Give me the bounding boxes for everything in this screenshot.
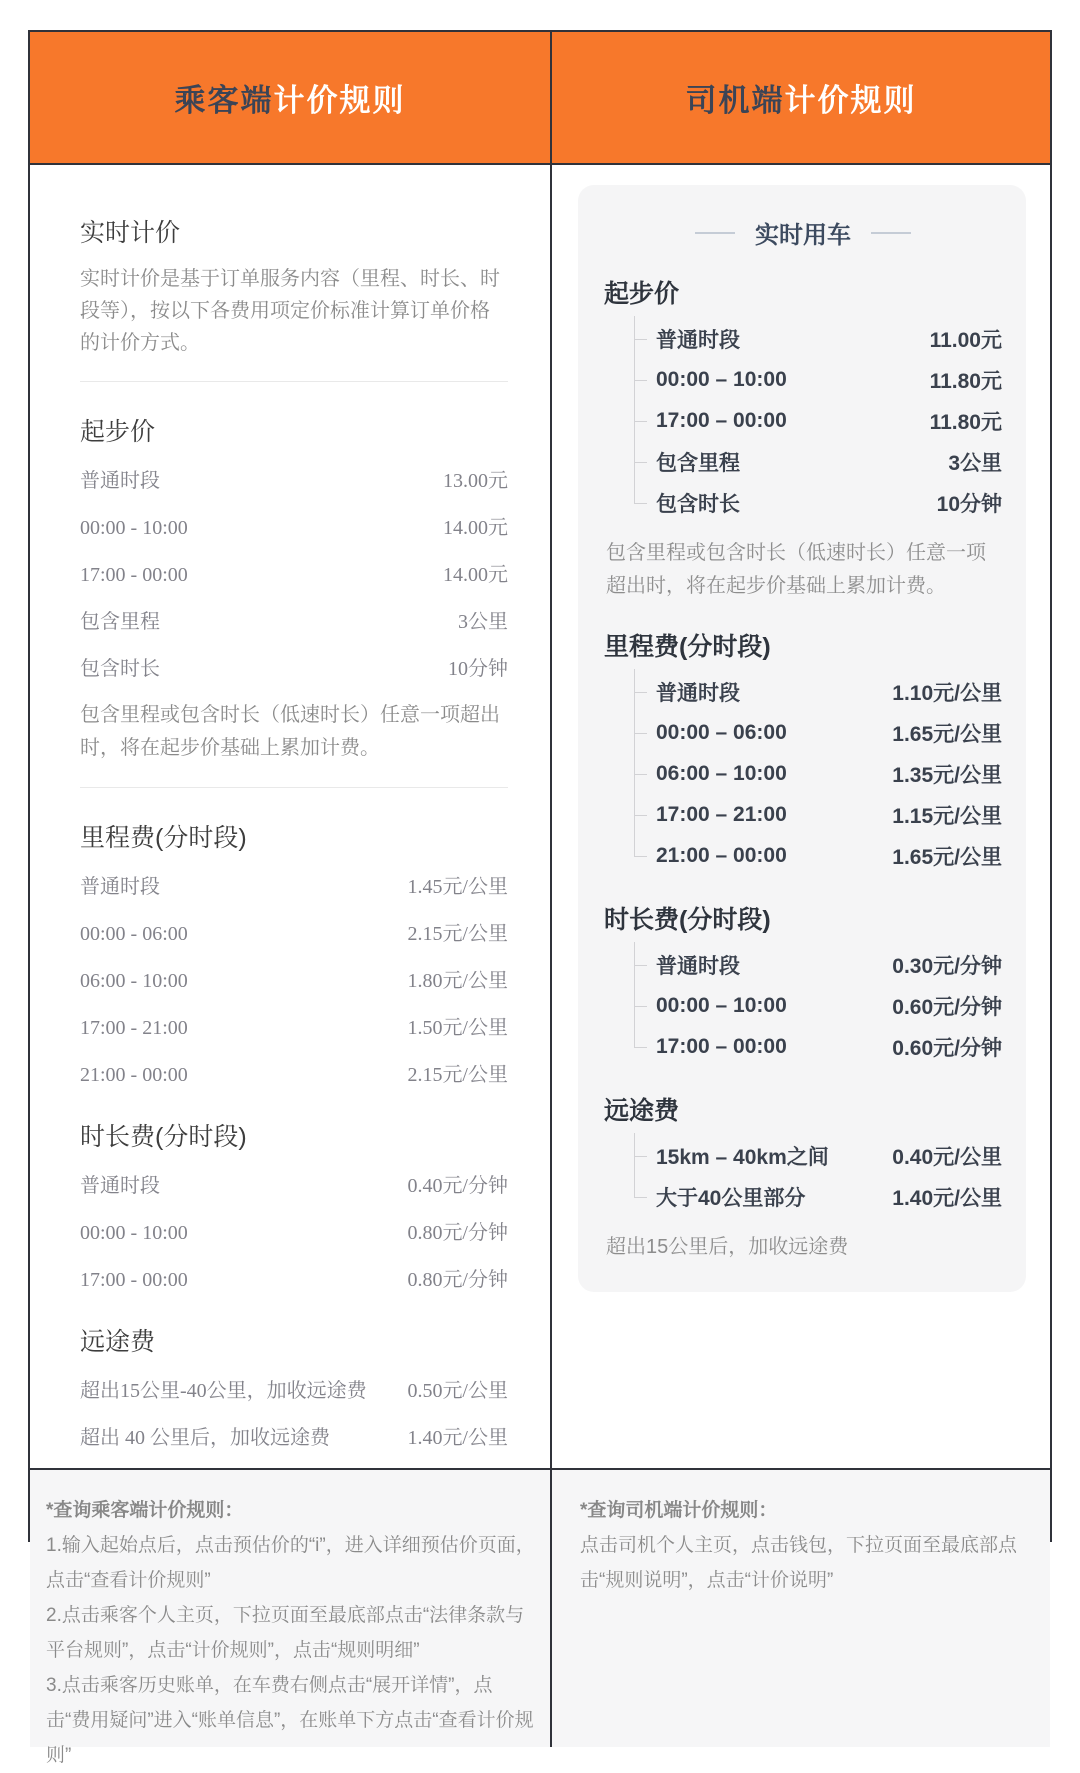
fare-value: 1.40元/公里 — [407, 1427, 508, 1449]
fare-row — [634, 359, 1002, 400]
fare-label: 普通时段 — [656, 328, 740, 352]
fare-rows — [80, 1374, 508, 1450]
driver-section-mileage-fee — [604, 627, 1002, 876]
realtime-pricing-description: 实时计价是基于订单服务内容（里程、时长、时段等），按以下各费用项定价标准计算订单价格的计价方式。 — [80, 268, 500, 354]
passenger-footer — [30, 1470, 552, 1766]
fare-label: 06:00 – 10:00 — [656, 761, 787, 785]
passenger-footer-heading: *查询乘客端计价规则： — [46, 1500, 244, 1521]
section-title: 里程费(分时段) — [80, 824, 247, 852]
fare-value: 1.50元/公里 — [407, 1017, 508, 1039]
fare-row — [80, 870, 508, 899]
fare-label: 17:00 - 21:00 — [80, 1017, 188, 1039]
fare-value: 0.30元/分钟 — [892, 954, 1002, 978]
section-divider — [80, 381, 508, 382]
driver-title — [686, 75, 917, 120]
fare-value: 3公里 — [458, 611, 508, 633]
fare-value: 1.65元/公里 — [892, 845, 1002, 869]
fare-label: 普通时段 — [656, 954, 740, 978]
fare-label: 17:00 – 21:00 — [656, 802, 787, 826]
fare-value: 10分钟 — [936, 492, 1002, 516]
fare-row — [634, 712, 1002, 753]
fare-row — [80, 1216, 508, 1245]
fare-row — [634, 318, 1002, 359]
fare-row — [634, 1026, 1002, 1067]
fare-label: 超出15公里-40公里，加收远途费 — [80, 1380, 367, 1402]
fare-label: 00:00 - 10:00 — [80, 517, 188, 539]
passenger-footer-step: 2.点击乘客个人主页，下拉页面至最底部点击“法律条款与平台规则”，点击“计价规则”，点击“规则明细” — [46, 1605, 525, 1661]
base-fare-note: 包含里程或包含时长（低速时长）任意一项超出时，将在起步价基础上累加计费。 — [80, 704, 500, 759]
fare-row — [80, 1058, 508, 1087]
fare-value: 0.40元/分钟 — [407, 1175, 508, 1197]
passenger-section-mileage-fee — [80, 818, 508, 1087]
fare-rows-tree — [634, 318, 1002, 523]
fare-label: 大于40公里部分 — [656, 1186, 806, 1210]
fare-value: 2.15元/公里 — [407, 923, 508, 945]
passenger-column — [30, 165, 552, 1468]
fare-row — [634, 671, 1002, 712]
driver-section-duration-fee — [604, 900, 1002, 1067]
footer-row — [30, 1468, 1050, 1766]
title-dash-left — [695, 232, 735, 234]
section-divider — [80, 787, 508, 788]
fare-label: 普通时段 — [80, 470, 160, 492]
fare-label: 包含时长 — [656, 492, 740, 516]
fare-label: 普通时段 — [656, 681, 740, 705]
main-row — [30, 165, 1050, 1468]
fare-row — [80, 605, 508, 634]
fare-value: 2.15元/公里 — [407, 1064, 508, 1086]
driver-column — [552, 165, 1050, 1468]
fare-label: 普通时段 — [80, 1175, 160, 1197]
fare-label: 06:00 - 10:00 — [80, 970, 188, 992]
fare-value: 11.80元 — [929, 369, 1002, 393]
fare-value: 10分钟 — [448, 658, 508, 680]
fare-row — [80, 511, 508, 540]
fare-row — [80, 1169, 508, 1198]
fare-row — [634, 1135, 1002, 1176]
fare-label: 21:00 - 00:00 — [80, 1064, 188, 1086]
fare-rows — [80, 464, 508, 681]
fare-value: 3公里 — [948, 451, 1002, 475]
fare-label: 包含里程 — [656, 451, 740, 475]
fare-row — [80, 1011, 508, 1040]
fare-value: 1.35元/公里 — [892, 763, 1002, 787]
passenger-title-prefix: 乘客端 — [174, 83, 274, 118]
fare-value: 14.00元 — [443, 564, 508, 586]
passenger-header-cell — [30, 32, 552, 163]
passenger-section-duration-fee — [80, 1117, 508, 1292]
header-row — [30, 32, 1050, 165]
driver-title-suffix: 计价规则 — [784, 83, 917, 118]
base-fare-note: 包含里程或包含时长（低速时长）任意一项超出时，将在起步价基础上累加计费。 — [606, 542, 986, 597]
fare-value: 0.80元/分钟 — [407, 1269, 508, 1291]
pricing-rules-sheet — [28, 30, 1052, 1766]
title-dash-right — [871, 232, 911, 234]
fare-label: 00:00 – 10:00 — [656, 367, 787, 391]
realtime-pricing-heading: 实时计价 — [80, 219, 181, 247]
long-distance-note: 超出15公里后，加收远途费 — [606, 1236, 849, 1258]
fare-value: 1.40元/公里 — [892, 1186, 1002, 1210]
fare-row — [80, 917, 508, 946]
fare-rows-tree — [634, 1135, 1002, 1217]
section-title: 里程费(分时段) — [604, 633, 771, 661]
fare-row — [80, 652, 508, 681]
fare-value: 13.00元 — [443, 470, 508, 492]
fare-label: 17:00 - 00:00 — [80, 564, 188, 586]
fare-value: 1.10元/公里 — [892, 681, 1002, 705]
fare-value: 1.80元/公里 — [407, 970, 508, 992]
passenger-section-long-distance-fee — [80, 1322, 508, 1450]
fare-label: 00:00 – 10:00 — [656, 993, 787, 1017]
driver-section-base-fare — [604, 274, 1002, 603]
fare-label: 包含里程 — [80, 611, 160, 633]
section-title: 起步价 — [604, 280, 680, 308]
fare-rows — [80, 1169, 508, 1292]
fare-label: 超出 40 公里后，加收远途费 — [80, 1427, 330, 1449]
fare-row — [634, 482, 1002, 523]
fare-row — [634, 400, 1002, 441]
fare-value: 11.80元 — [929, 410, 1002, 434]
fare-value: 0.50元/公里 — [407, 1380, 508, 1402]
fare-value: 0.60元/分钟 — [892, 995, 1002, 1019]
fare-row — [80, 1374, 508, 1403]
passenger-section-base-fare — [80, 412, 508, 788]
fare-row — [634, 753, 1002, 794]
card-title: 实时用车 — [755, 222, 851, 249]
fare-label: 00:00 - 10:00 — [80, 1222, 188, 1244]
fare-value: 1.65元/公里 — [892, 722, 1002, 746]
fare-row — [80, 464, 508, 493]
fare-value: 0.80元/分钟 — [407, 1222, 508, 1244]
driver-footer-heading: *查询司机端计价规则： — [580, 1500, 778, 1521]
fare-label: 普通时段 — [80, 876, 160, 898]
passenger-title — [175, 75, 406, 120]
driver-header-cell — [552, 32, 1050, 163]
driver-title-prefix: 司机端 — [685, 83, 785, 118]
driver-footer — [552, 1470, 1050, 1747]
fare-row — [634, 944, 1002, 985]
fare-value: 0.40元/公里 — [892, 1145, 1002, 1169]
passenger-footer-step: 1.输入起始点后，点击预估价的“i”，进入详细预估价页面，点击“查看计价规则” — [46, 1535, 535, 1591]
section-title: 远途费 — [604, 1097, 680, 1125]
driver-footer-step: 点击司机个人主页，点击钱包，下拉页面至最底部点击“规则说明”，点击“计价说明” — [580, 1535, 1018, 1591]
fare-label: 包含时长 — [80, 658, 160, 680]
fare-label: 17:00 - 00:00 — [80, 1269, 188, 1291]
fare-row — [80, 558, 508, 587]
section-title: 起步价 — [80, 418, 156, 446]
fare-value: 1.15元/公里 — [892, 804, 1002, 828]
fare-row — [634, 794, 1002, 835]
fare-row — [80, 1263, 508, 1292]
fare-label: 00:00 – 06:00 — [656, 720, 787, 744]
fare-value: 1.45元/公里 — [407, 876, 508, 898]
fare-label: 15km – 40km之间 — [656, 1145, 829, 1169]
card-title-row — [604, 215, 1002, 250]
passenger-title-suffix: 计价规则 — [273, 83, 406, 118]
fare-label: 17:00 – 00:00 — [656, 1034, 787, 1058]
driver-section-long-distance-fee — [604, 1091, 1002, 1264]
fare-row — [634, 985, 1002, 1026]
fare-label: 17:00 – 00:00 — [656, 408, 787, 432]
fare-rows-tree — [634, 944, 1002, 1067]
fare-row — [80, 1421, 508, 1450]
fare-value: 11.00元 — [929, 328, 1002, 352]
fare-row — [634, 1176, 1002, 1217]
fare-row — [634, 441, 1002, 482]
fare-label: 00:00 - 06:00 — [80, 923, 188, 945]
fare-row — [80, 964, 508, 993]
fare-value: 14.00元 — [443, 517, 508, 539]
section-title: 时长费(分时段) — [604, 906, 771, 934]
fare-rows-tree — [634, 671, 1002, 876]
fare-row — [634, 835, 1002, 876]
realtime-ride-card — [578, 185, 1026, 1292]
section-title: 时长费(分时段) — [80, 1123, 247, 1151]
fare-label: 21:00 – 00:00 — [656, 843, 787, 867]
fare-value: 0.60元/分钟 — [892, 1036, 1002, 1060]
section-title: 远途费 — [80, 1328, 156, 1356]
passenger-footer-step: 3.点击乘客历史账单，在车费右侧点击“展开详情”，点击“费用疑问”进入“账单信息”，在账单下方点击“查看计价规则” — [46, 1675, 534, 1766]
fare-rows — [80, 870, 508, 1087]
